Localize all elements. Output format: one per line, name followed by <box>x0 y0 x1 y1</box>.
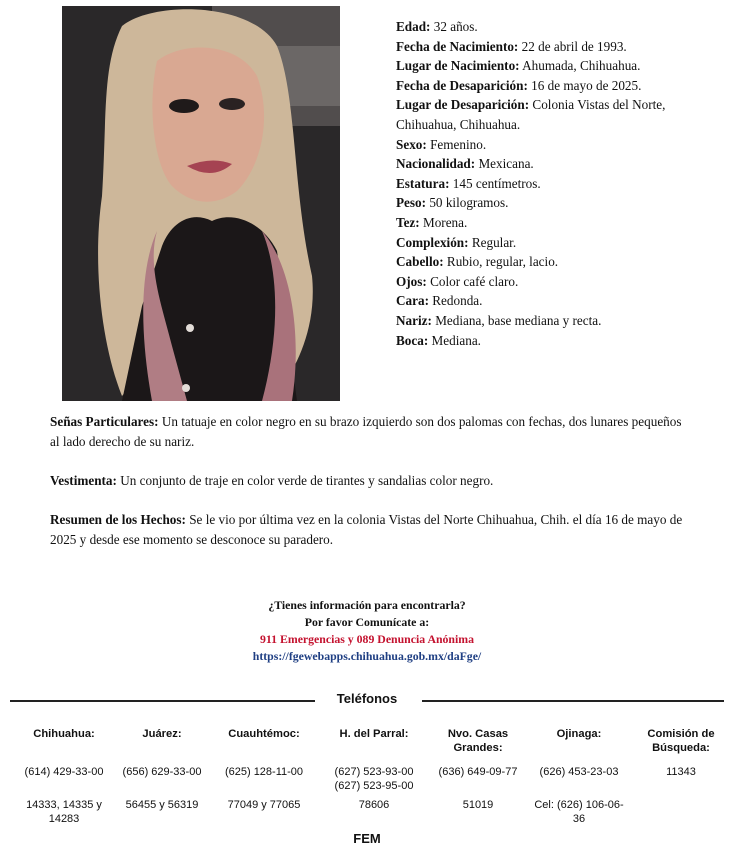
phone-head: Nvo. Casas Grandes: <box>447 728 509 754</box>
field-edad: Edad: 32 años. <box>396 19 478 34</box>
field-sexo: Sexo: Femenino. <box>396 136 487 152</box>
phone-column-ojinaga <box>529 728 629 828</box>
field-lugar-nacimiento: Lugar de Nacimiento: Ahumada, Chihuahua. <box>396 58 641 74</box>
field-nariz: Nariz: Mediana, base mediana y recta. <box>396 312 602 328</box>
phone-column-cuauhtemoc <box>213 728 315 828</box>
phone-column-parral <box>322 728 426 828</box>
phone-main: (625) 128-11-00 <box>224 766 304 778</box>
report-link[interactable]: https://fgewebapps.chihuahua.gob.mx/daFge/ <box>252 649 482 663</box>
missing-person-photo <box>62 6 340 401</box>
phone-main: (626) 453-23-03 <box>539 766 619 778</box>
contact-please: Por favor Comunícate a: <box>304 615 430 629</box>
phone-main: (614) 429-33-00 <box>24 766 104 778</box>
senas-label: Señas Particulares: <box>50 414 159 429</box>
phone-head: H. del Parral: <box>339 728 409 740</box>
phones-title: Teléfonos <box>336 691 398 706</box>
personal-data-list <box>396 17 718 350</box>
field-tez: Tez: Morena. <box>396 214 468 230</box>
emergency-numbers: 911 Emergencias y 089 Denuncia Anónima <box>260 632 474 646</box>
phone-head: Comisión de Búsqueda: <box>647 728 715 754</box>
contact-question: ¿Tienes información para encontrarla? <box>268 598 466 612</box>
contact-block <box>0 597 734 665</box>
field-complexion: Complexión: Regular. <box>396 234 517 250</box>
footer-partial-text: FEM <box>353 831 381 846</box>
field-ojos: Ojos: Color café claro. <box>396 273 519 289</box>
phone-head: Juárez: <box>142 728 182 740</box>
field-fecha-desaparicion: Fecha de Desaparición: 16 de mayo de 2025. <box>396 77 642 93</box>
phone-ext: 14333, 14335 y 14283 <box>26 799 102 825</box>
senas-particulares <box>50 412 690 451</box>
resumen-label: Resumen de los Hechos: <box>50 512 186 527</box>
phone-main: (627) 523-93-00 (627) 523-95-00 <box>334 766 414 792</box>
phone-head: Chihuahua: <box>33 728 95 740</box>
phone-main: (656) 629-33-00 <box>122 766 202 778</box>
vestimenta-label: Vestimenta: <box>50 473 117 488</box>
phone-ext: 78606 <box>358 799 390 811</box>
field-nacionalidad: Nacionalidad: Mexicana. <box>396 156 534 172</box>
phone-head: Ojinaga: <box>556 728 602 740</box>
vestimenta-text: Un conjunto de traje en color verde de tirantes y sandalias color negro. <box>120 473 494 488</box>
phone-ext: 51019 <box>462 799 494 811</box>
field-estatura: Estatura: 145 centímetros. <box>396 175 541 191</box>
phone-column-juarez <box>114 728 210 828</box>
phone-ext: 56455 y 56319 <box>125 799 199 811</box>
field-peso: Peso: 50 kilogramos. <box>396 195 509 211</box>
field-lugar-desaparicion: Lugar de Desaparición: Colonia Vistas del Norte, Chihuahua, Chihuahua. <box>396 97 666 132</box>
phones-header <box>0 690 734 710</box>
phone-column-comision-busqueda <box>634 728 728 828</box>
field-cara: Cara: Redonda. <box>396 293 483 309</box>
field-boca: Boca: Mediana. <box>396 332 481 348</box>
phone-head: Cuauhtémoc: <box>228 728 300 740</box>
phone-main: (636) 649-09-77 <box>438 766 518 778</box>
senas-text: Un tatuaje en color negro en su brazo izquierdo son dos palomas con fechas, dos lunares pequeños al lado derecho de su nariz. <box>50 414 682 449</box>
phone-column-nvo-casas-grandes <box>428 728 528 828</box>
field-cabello: Cabello: Rubio, regular, lacio. <box>396 254 559 270</box>
phone-main: 11343 <box>666 766 696 778</box>
phone-ext: 77049 y 77065 <box>227 799 301 811</box>
phone-column-chihuahua <box>10 728 118 828</box>
vestimenta <box>50 471 690 491</box>
resumen-hechos <box>50 510 690 549</box>
phone-ext: Cel: (626) 106-06-36 <box>534 799 624 825</box>
resumen-text: Se le vio por última vez en la colonia Vistas del Norte Chihuahua, Chih. el día 16 de mayo de 2025 y desde ese momento se desconoce su paradero. <box>50 512 683 547</box>
field-fecha-nacimiento: Fecha de Nacimiento: 22 de abril de 1993. <box>396 38 627 54</box>
